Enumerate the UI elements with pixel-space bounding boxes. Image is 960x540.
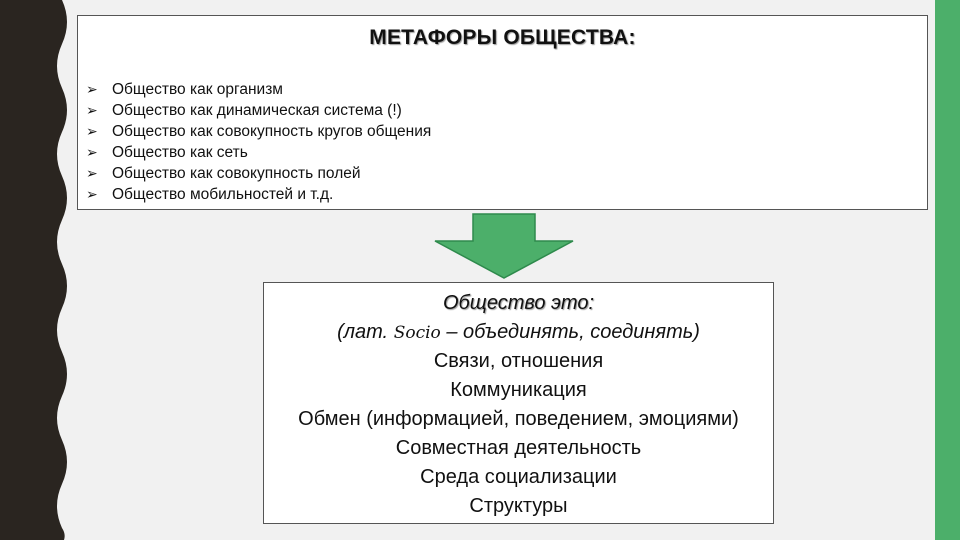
list-item (86, 79, 431, 100)
decorative-left-band (0, 0, 80, 540)
definition-etymology (252, 318, 785, 347)
definition-item: Структуры (469, 495, 568, 517)
slide-title: МЕТАФОРЫ ОБЩЕСТВА: (369, 26, 636, 49)
down-arrow-icon (434, 213, 574, 279)
definition-item: Обмен (информацией, поведением, эмоциями) (298, 408, 739, 430)
arrowhead-bullet-icon: ➢ (86, 102, 98, 118)
metaphor-text: Общество как совокупность кругов общения (112, 123, 432, 140)
arrowhead-bullet-icon: ➢ (86, 123, 98, 139)
etymology-rest: – объединять, соединять) (440, 321, 700, 343)
definition-lines (252, 289, 785, 521)
definition-item: Совместная деятельность (395, 437, 642, 459)
definition-box (263, 282, 774, 524)
etymology-latin-word: Socio (393, 323, 441, 343)
arrowhead-bullet-icon: ➢ (86, 144, 98, 160)
definition-item: Коммуникация (450, 379, 587, 401)
metaphor-list (86, 79, 431, 205)
arrowhead-bullet-icon: ➢ (86, 186, 98, 202)
list-item (86, 100, 431, 121)
metaphors-box (77, 15, 928, 210)
definition-item: Среда социализации (420, 466, 617, 488)
metaphor-text: Общество как совокупность полей (112, 165, 361, 182)
metaphor-text: Общество мобильностей и т.д. (112, 186, 334, 203)
etymology-open: (лат. (337, 321, 394, 343)
arrowhead-bullet-icon: ➢ (86, 165, 98, 181)
metaphor-text: Общество как организм (112, 81, 283, 98)
list-item (86, 121, 431, 142)
list-item (86, 142, 431, 163)
accent-green-strip (935, 0, 960, 540)
definition-heading: Общество это: (442, 292, 594, 314)
metaphor-text: Общество как сеть (112, 144, 248, 161)
arrowhead-bullet-icon: ➢ (86, 81, 98, 97)
metaphor-text: Общество как динамическая система (!) (112, 102, 402, 119)
list-item (86, 184, 431, 205)
list-item (86, 163, 431, 184)
definition-item: Связи, отношения (433, 350, 604, 372)
